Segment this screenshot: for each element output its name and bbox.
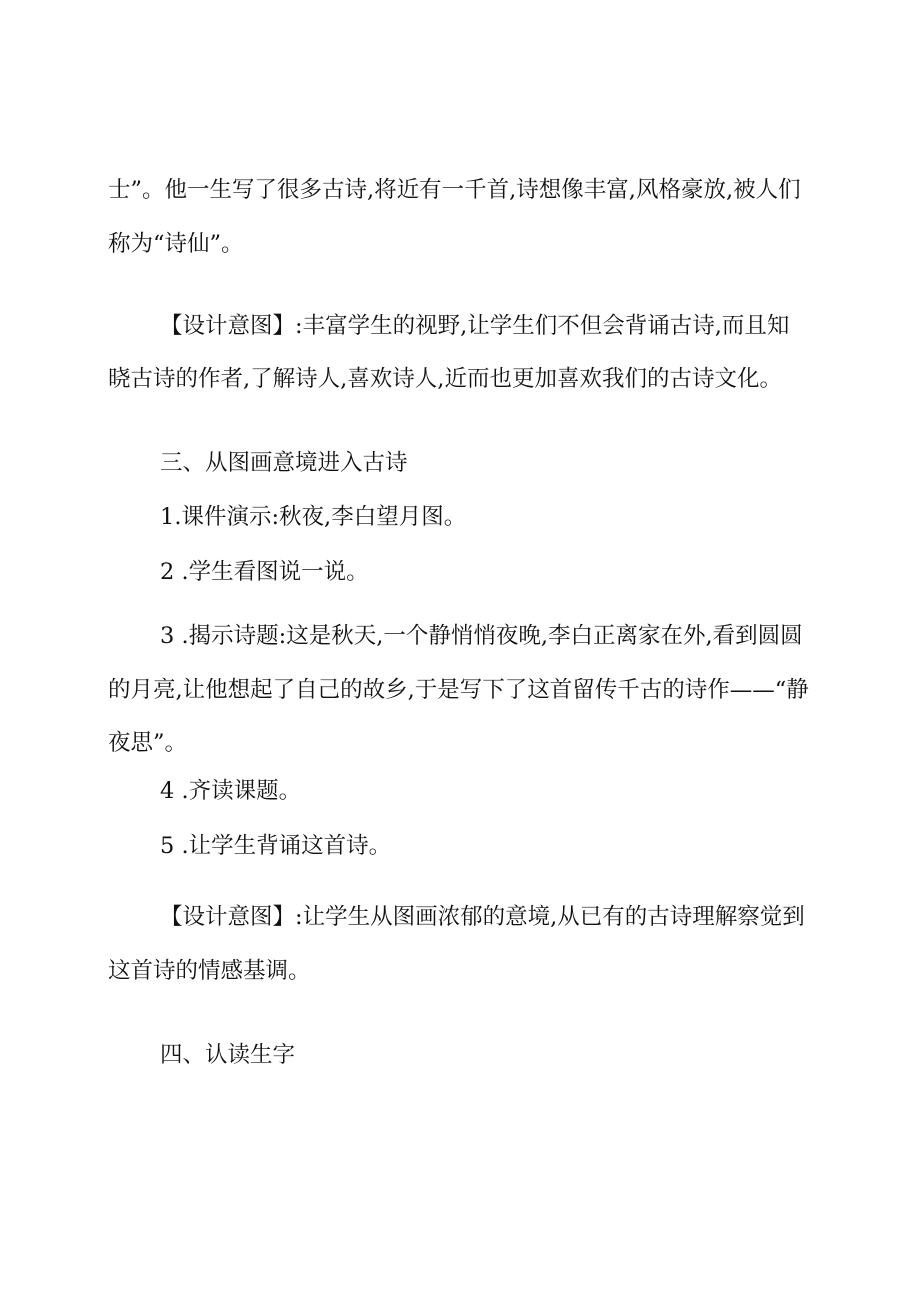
list-item-continuation: 的月亮,让他想起了自己的故乡,于是写下了这首留传千古的诗作——“静 [108,677,809,703]
design-intent-line: 晓古诗的作者,了解诗人,喜欢诗人,近而也更加喜欢我们的古诗文化。 [108,366,782,392]
list-item-continuation: 夜思”。 [108,730,188,756]
section-heading: 四、认读生字 [160,1042,296,1068]
section-heading: 三、从图画意境进入古诗 [160,450,408,476]
list-item: 3 .揭示诗题:这是秋天,一个静悄悄夜晚,李白正离家在外,看到圆圆 [160,623,803,649]
design-intent-line: 这首诗的情感基调。 [108,958,311,984]
list-item: 2 .学生看图说一说。 [160,559,369,585]
list-item: 4 .齐读课题。 [160,778,302,804]
paragraph-line: 称为“诗仙”。 [108,231,244,257]
list-item: 1.课件演示:秋夜,李白望月图。 [160,504,467,530]
paragraph-line: 士”。他一生写了很多古诗,将近有一千首,诗想像丰富,风格豪放,被人们 [108,177,801,203]
design-intent-line: 【设计意图】:丰富学生的视野,让学生们不但会背诵古诗,而且知 [160,313,790,339]
list-item: 5 .让学生背诵这首诗。 [160,833,392,859]
design-intent-line: 【设计意图】:让学生从图画浓郁的意境,从已有的古诗理解察觉到 [160,904,805,930]
